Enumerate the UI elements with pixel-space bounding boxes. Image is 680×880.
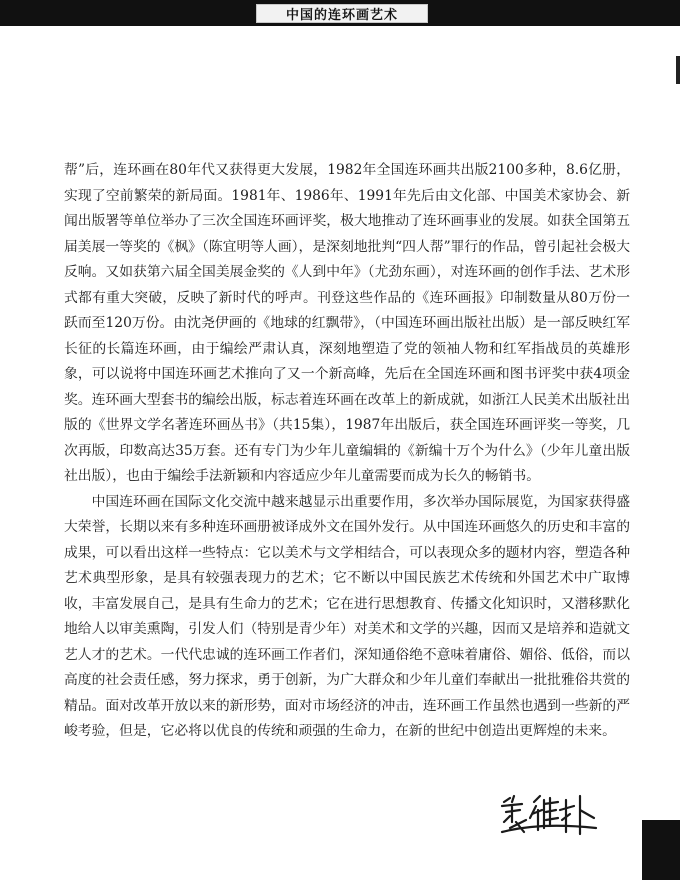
paragraph-2: 中国连环画在国际文化交流中越来越显示出重要作用，多次举办国际展览，为国家获得盛大荣誉，长期以来有多种连环画册被译成外文在国外发行。从中国连环画悠久的历史和丰富的成果，可以看出这样一些特点：它以美术与文学相结合，可以表现众多的题材内容，塑造各种艺术典型形象，是具有较强表现力的艺术；它不断以中国民族艺术传统和外国艺术中广取博收，丰富发展自己，是具有生命力的艺术；它在进行思想教育、传播文化知识时，又潜移默化地给人以审美熏陶，引发人们（特别是青少年）对美术和文学的兴趣，因而又是培养和造就文艺人才的艺术。一代代忠诚的连环画工作者们，深知通俗绝不意味着庸俗、媚俗、低俗，而以高度的社会责任感，努力探求，勇于创新，为广大群众和少年儿童们奉献出一批批雅俗共赏的精品。面对改革开放以来的新形势，面对市场经济的冲击，连环画工作虽然也遇到一些新的严峻考验，但是，它必将以优良的传统和顽强的生命力，在新的世纪中创造出更辉煌的未来。 xyxy=(64,493,630,739)
page-thumb-index xyxy=(642,820,680,880)
scan-edge-mark xyxy=(676,56,680,84)
paragraph-1: 帮”后，连环画在80年代又获得更大发展，1982年全国连环画共出版2100多种，8.6亿册，实现了空前繁荣的新局面。1981年、1986年、1991年先后由文化部、中国美术家协会、新闻出版署等单位举办了三次全国连环画评奖，极大地推动了连环画事业的发展。如获全国第五届美展一等奖的《枫》（陈宜明等人画），是深刻地批判“四人帮”罪行的作品，曾引起社会极大反响。又如获第六届全国美展金奖的《人到中年》（尤劲东画），对连环画的创作手法、艺术形式都有重大突破，反映了新时代的呼声。刊登这些作品的《连环画报》印制数量从80万份一跃而至120万份。由沈尧伊画的《地球的红飘带》，（中国连环画出版社出版）是一部反映红军长征的长篇连环画，由于编绘严肃认真，深刻地塑造了党的领袖人物和红军指战员的英雄形象，可以说将中国连环画艺术推向了又一个新高峰，先后在全国连环画和图书评奖中获4项金奖。连环画大型套书的编绘出版，标志着连环画在改革上的新成就，如浙江人民美术出版社出版的《世界文学名著连环画丛书》（共15集），1987年出版后，获全国连环画评奖一等奖，几次再版，印数高达35万套。还有专门为少年儿童编辑的《新编十万个为什么》（少年儿童出版社出版），也由于编绘手法新颖和内容适应少年儿童需要而成为长久的畅销书。 xyxy=(64,162,630,484)
article-body xyxy=(64,158,630,745)
running-header-title: 中国的连环画艺术 xyxy=(256,4,428,23)
author-signature xyxy=(500,792,600,836)
